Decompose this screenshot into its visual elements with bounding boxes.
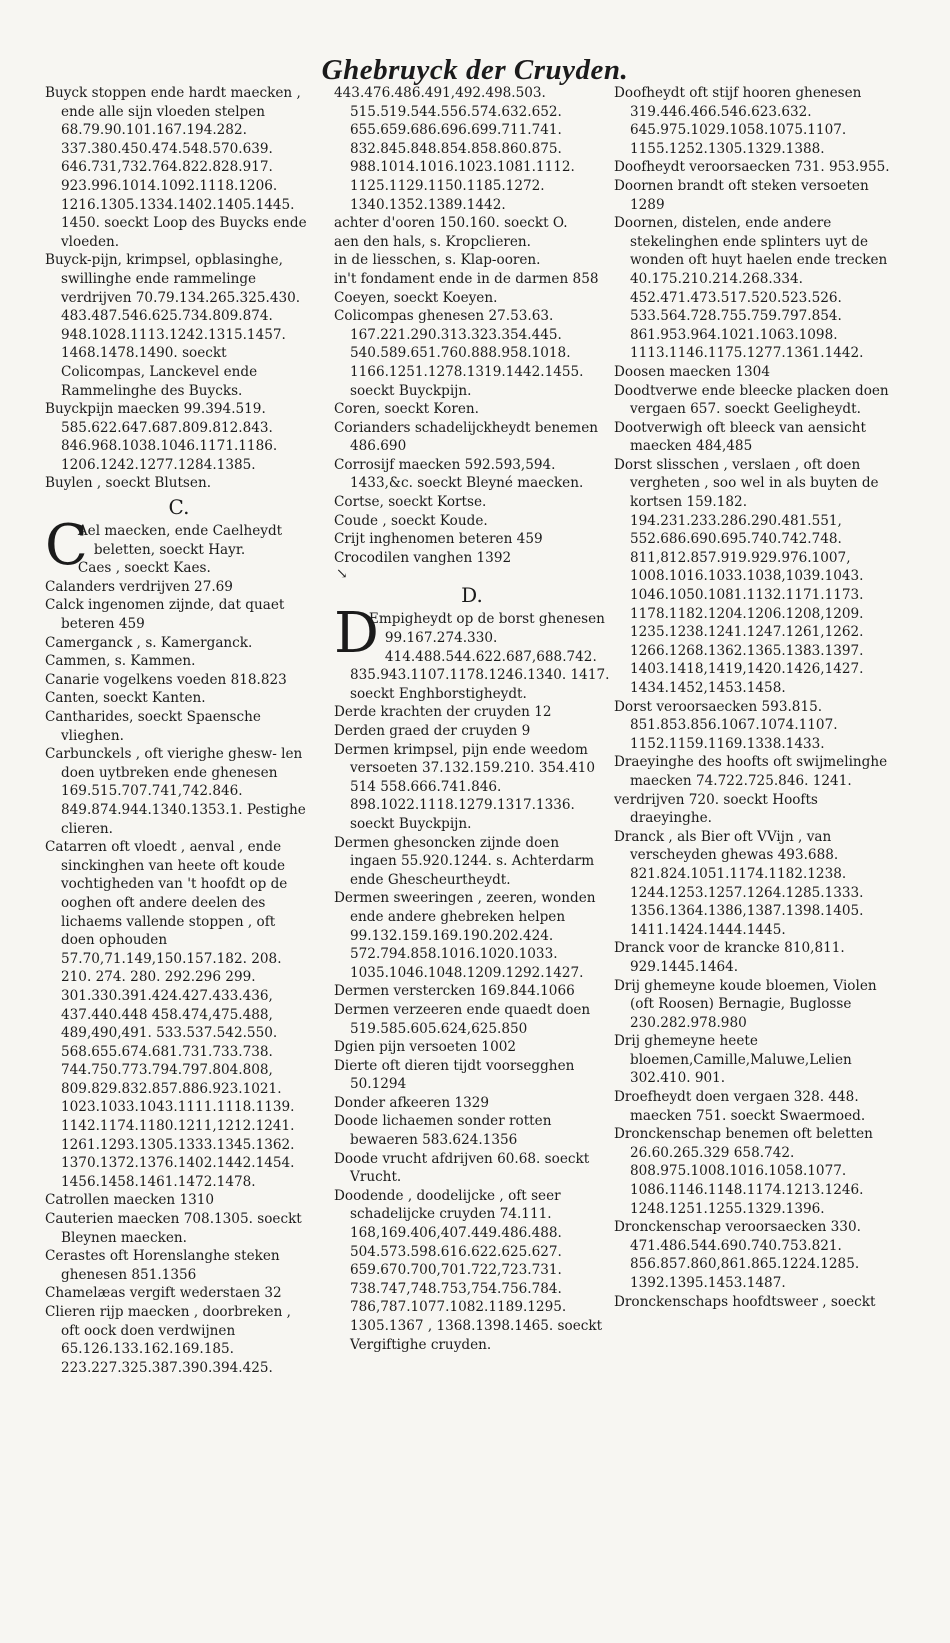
- index-entry: Dermen verstercken 169.844.1066: [334, 983, 575, 1000]
- index-entry: Calck ingenomen zijnde, dat quaet beteren 459: [45, 597, 285, 633]
- index-entry: Buyck stoppen ende hardt maecken , ende alle sijn vloeden stelpen 68.79.90.101.167.194.282. 337.380.450.474.548.570.639. 646.731,732.764.822.828.917. 923.996.1014.1092.1118.1206. 1216.1305.1334.1402.1405.1445. 1450. soeckt Loop des Buycks ende vloeden.: [45, 85, 307, 250]
- drop-cap: D: [334, 601, 379, 667]
- index-entry: Dronckenschap veroorsaecken 330. 471.486.544.690.740.753.821. 856.857.860,861.865.1224.1285. 1392.1395.1453.1487.: [614, 1219, 861, 1291]
- index-entry: Drij ghemeyne heete bloemen,Camille,Maluwe,Lelien 302.410. 901.: [614, 1033, 852, 1087]
- index-entry: Cortse, soeckt Kortse.: [334, 494, 487, 511]
- index-column-2: [334, 84, 610, 1354]
- index-entry: Drij ghemeyne koude bloemen, Violen (oft Roosen) Bernagie, Buglosse 230.282.978.980: [614, 977, 877, 1031]
- index-entry: Doornen brandt oft steken versoeten 1289: [614, 177, 869, 213]
- printers-mark-icon: ↘: [336, 566, 348, 583]
- index-entry: Doornen, distelen, ende andere stekelinghen ende splinters uyt de wonden oft huyt haelen ende trecken 40.175.210.214.268.334. 452.471.473.517.520.523.526. 533.564.728.755.759.797.854. 861.953.964.1021.1063.1098. 1113.1146.1175.1277.1361.1442.: [614, 215, 888, 362]
- index-entry: Doode lichaemen sonder rotten bewaeren 583.624.1356: [334, 1113, 552, 1149]
- index-entry: Derde krachten der cruyden 12: [334, 704, 552, 721]
- index-entry: Doode vrucht afdrijven 60.68. soeckt Vrucht.: [334, 1150, 590, 1186]
- index-entry: Droefheydt doen vergaen 328. 448. maecken 751. soeckt Swaermoed.: [614, 1089, 866, 1124]
- index-entry: 443.476.486.491,492.498.503. 515.519.544.556.574.632.652. 655.659.686.696.699.711.741. 832.845.848.854.858.860.875. 988.1014.1016.1023.1081.1112. 1125.1129.1150.1185.1272. 1340.1352.1389.1442.: [334, 85, 575, 213]
- drop-cap: C: [45, 513, 88, 579]
- index-entry: Corrosijf maecken 592.593,594. 1433,&c. soeckt Bleyné maecken.: [334, 456, 584, 492]
- index-entry: Dronckenschap benemen oft beletten 26.60.265.329 658.742. 808.975.1008.1016.1058.1077. 1086.1146.1148.1174.1213.1246. 1248.1251.1255.1329.1396.: [614, 1126, 873, 1217]
- index-entry: achter d'ooren 150.160. soeckt O.: [334, 215, 568, 232]
- index-entry: Doodtverwe ende bleecke placken doen vergaen 657. soeckt Geeligheydt.: [614, 382, 889, 418]
- section-letter-heading: C.: [168, 495, 190, 520]
- index-entry: in't fondament ende in de darmen 858: [334, 270, 599, 287]
- index-entry: Crocodilen vanghen 1392: [334, 549, 512, 566]
- index-entry: Canarie vogelkens voeden 818.823: [45, 671, 287, 688]
- index-entry-text: Empigheydt op de borst ghenesen 99.167.274.330. 414.488.544.622.687,688.742. 835.943.1107.1178.1246.1340. 1417. soeckt Enghborstigheydt.: [350, 611, 610, 702]
- index-entry: Buyckpijn maecken 99.394.519. 585.622.647.687.809.812.843. 846.968.1038.1046.1171.1186. 1206.1242.1277.1284.1385.: [45, 401, 278, 473]
- index-entry: Canten, soeckt Kanten.: [45, 690, 206, 707]
- index-entry: Buyck-pijn, krimpsel, opblasinghe, swillinghe ende rammelinge verdrijven 70.79.134.265.325.430. 483.487.546.625.734.809.874. 948.1028.1113.1242.1315.1457. 1468.1478.1490. soeckt Colicompas, Lanckevel ende Rammelinghe des Buycks.: [45, 252, 301, 399]
- index-entry: Dorst slisschen , verslaen , oft doen vergheten , soo wel in als buyten de kortsen 159.182. 194.231.233.286.290.481.551, 552.686.690.695.740.742.748. 811,812.857.919.929.976.1007, 1008.1016.1033.1038,1039.1043. 1046.1050.1081.1132.1171.1173. 1178.1182.1204.1206.1208,1209. 1235.1238.1241.1247.1261,1262. 1266.1268.1362.1365.1383.1397. 1403.1418,1419,1420.1426,1427. 1434.1452,1453.1458.: [614, 456, 879, 696]
- index-entry: Dranck , als Bier oft VVijn , van verscheyden ghewas 493.688. 821.824.1051.1174.1182.1238. 1244.1253.1257.1264.1285.1333. 1356.1364.1386,1387.1398.1405. 1411.1424.1444.1445.: [614, 828, 864, 938]
- index-entry: Donder afkeeren 1329: [334, 1094, 490, 1111]
- index-entry: Carbunckels , oft vierighe ghesw- len doen uytbreken ende ghenesen 169.515.707.741,742.846. 849.874.944.1340.1353.1. Pestighe clieren.: [45, 746, 306, 837]
- index-entry: Derden graed der cruyden 9: [334, 723, 531, 739]
- index-entry: Dermen verzeeren ende quaedt doen 519.585.605.624,625.850: [334, 1001, 591, 1037]
- index-entry: Clieren rijp maecken , doorbreken , oft oock doen verdwijnen 65.126.133.162.169.185. 223.227.325.387.390.394.425.: [45, 1304, 291, 1376]
- index-entry: Corianders schadelijckheydt benemen 486.690: [334, 419, 598, 455]
- index-column-3: [614, 84, 900, 1311]
- index-entry: Dierte oft dieren tijdt voorsegghen 50.1294: [334, 1057, 575, 1093]
- index-entry: Doodende , doodelijcke , oft seer schadelijcke cruyden 74.111. 168,169.406,407.449.486.488. 504.573.598.616.622.625.627. 659.670.700,701.722,723.731. 738.747,748.753,754.756.784. 786,787.1077.1082.1189.1295. 1305.1367 , 1368.1398.1465. soeckt Vergiftighe cruyden.: [334, 1187, 603, 1353]
- index-entry: Dronckenschaps hoofdtsweer , soeckt: [614, 1293, 876, 1310]
- index-entry: Dermen krimpsel, pijn ende weedom versoeten 37.132.159.210. 354.410 514 558.666.741.846. 898.1022.1118.1279.1317.1336. soeckt Buyckpijn.: [334, 741, 595, 832]
- index-entry: Doofheydt oft stijf hooren ghenesen 319.446.466.546.623.632. 645.975.1029.1058.1075.1107. 1155.1252.1305.1329.1388.: [614, 85, 862, 157]
- index-entry: Draeyinghe des hoofts oft swijmelinghe maecken 74.722.725.846. 1241.: [614, 754, 888, 789]
- index-entry: Cerastes oft Horenslanghe steken ghenesen 851.1356: [45, 1248, 280, 1283]
- index-entry: Dermen sweeringen , zeeren, wonden ende andere ghebreken helpen 99.132.159.169.190.202.424. 572.794.858.1016.1020.1033. 1035.1046.1048.1209.1292.1427.: [334, 890, 596, 981]
- index-entry: Catarren oft vloedt , aenval , ende sinckinghen van heete oft koude vochtigheden van 't hoofdt op de ooghen oft andere deelen des lichaems vallende stoppen , oft doen ophouden 57.70,71.149,150.157.182. 208. 210. 274. 280. 292.296 299. 301.330.391.424.427.433.436, 437.440.448 458.474,475.488, 489,490,491. 533.537.542.550. 568.655.674.681.731.733.738. 744.750.773.794.797.804.808, 809.829.832.857.886.923.1021. 1023.1033.1043.1111.1118.1139. 1142.1174.1180.1211,1212.1241. 1261.1293.1305.1333.1345.1362. 1370.1372.1376.1402.1442.1454. 1456.1458.1461.1472.1478.: [45, 839, 295, 1190]
- index-entry: in de liesschen, s. Klap-ooren.: [334, 252, 541, 269]
- index-entry: Coren, soeckt Koren.: [334, 401, 479, 418]
- index-entry: Cantharides, soeckt Spaensche vlieghen.: [45, 709, 261, 744]
- index-column-1: [45, 84, 313, 1377]
- index-entry: Chamelæas vergift wederstaen 32: [45, 1285, 282, 1302]
- index-entry: Catrollen maecken 1310: [45, 1192, 215, 1209]
- index-entry: Buylen , soeckt Blutsen.: [45, 475, 212, 492]
- index-entry: Calanders verdrijven 27.69: [45, 578, 233, 595]
- index-entry: Coeyen, soeckt Koeyen.: [334, 289, 498, 306]
- index-entry: Camerganck , s. Kamerganck.: [45, 634, 253, 651]
- index-entry: Dgien pijn versoeten 1002: [334, 1039, 517, 1056]
- index-entry: [334, 601, 610, 703]
- index-entry: Cammen, s. Kammen.: [45, 653, 196, 670]
- index-entry: Dranck voor de krancke 810,811. 929.1445.1464.: [614, 940, 845, 975]
- index-entry: Dermen ghesoncken zijnde doen ingaen 55.920.1244. s. Achterdarm ende Ghescheurtheydt.: [334, 834, 595, 888]
- index-entry: Coude , soeckt Koude.: [334, 512, 488, 529]
- index-entry: Colicompas ghenesen 27.53.63. 167.221.290.313.323.354.445. 540.589.651.760.888.958.1018. 1166.1251.1278.1319.1442.1455. soeckt Buyckpijn.: [334, 308, 584, 399]
- index-entry: Caes , soeckt Kaes.: [77, 560, 211, 577]
- index-entry: aen den hals, s. Kropclieren.: [334, 233, 532, 250]
- index-entry: Crijt inghenomen beteren 459: [334, 531, 543, 548]
- page-title: Ghebruyck der Cruyden.: [321, 54, 629, 86]
- index-entry: Doosen maecken 1304: [614, 363, 770, 380]
- section-letter-heading: D.: [461, 583, 483, 608]
- index-entry: Dootverwigh oft bleeck van aensicht maecken 484,485: [614, 419, 866, 455]
- index-entry: Cauterien maecken 708.1305. soeckt Bleynen maecken.: [45, 1211, 302, 1246]
- index-entry: verdrijven 720. soeckt Hoofts draeyinghe.: [614, 791, 818, 827]
- index-entry: Doofheydt veroorsaecken 731. 953.955.: [614, 159, 890, 176]
- index-entry-text: Ael maecken, ende Caelheydt beletten, soeckt Hayr.: [77, 523, 283, 558]
- index-entry: Dorst veroorsaecken 593.815. 851.853.856.1067.1074.1107. 1152.1159.1169.1338.1433.: [614, 698, 838, 752]
